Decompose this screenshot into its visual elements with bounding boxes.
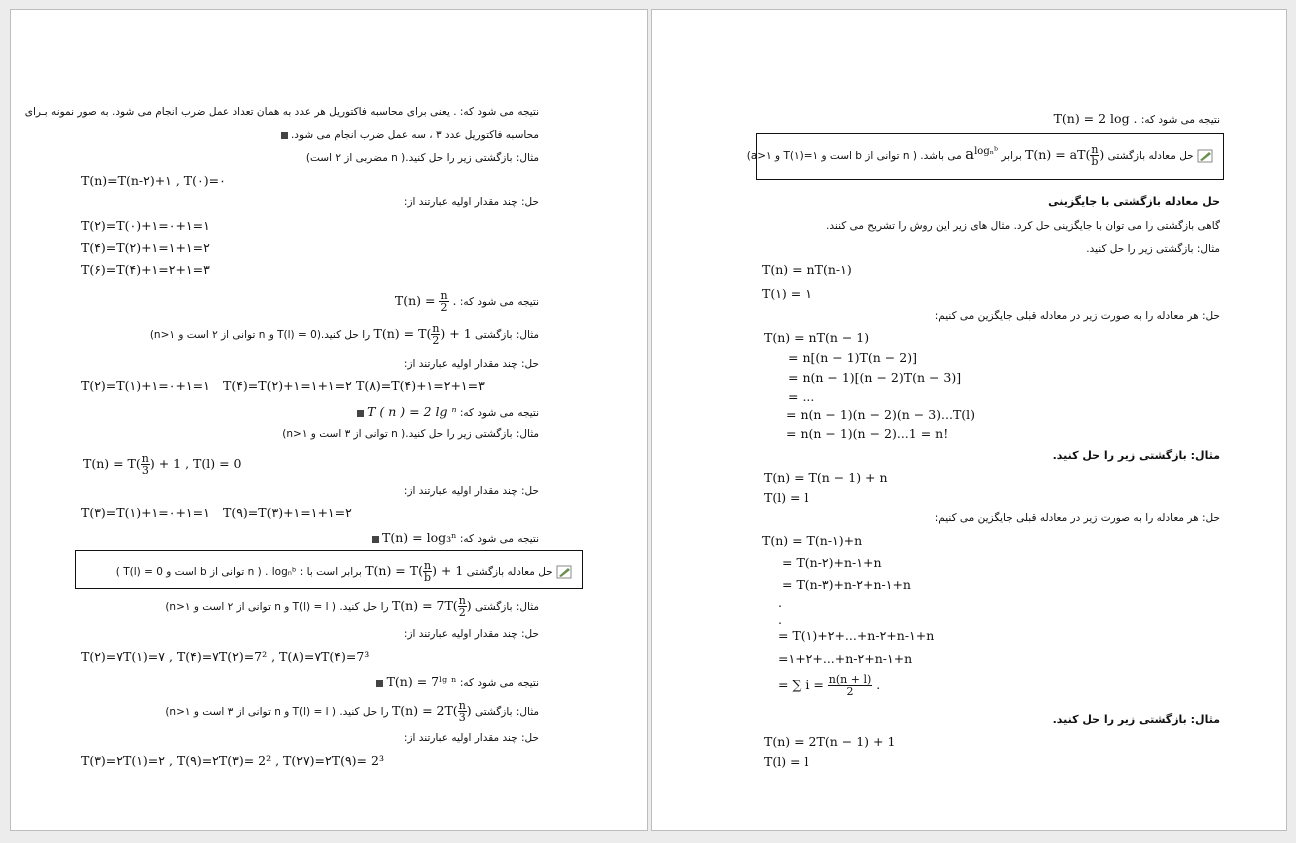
equation: T(n) = T(n − 1) + n	[764, 470, 888, 485]
text-line: مثال: بازگشتی زیر را حل کنید.	[1086, 243, 1220, 255]
equation: T(۳)=T(۱)+۱=۰+۱=۱	[81, 505, 210, 520]
end-square-icon	[372, 536, 379, 543]
result-line: نتیجه می شود که: T(n) = $\frac{n}{2}$ .	[394, 289, 539, 314]
text-line: محاسبه فاکتوریل عدد ۳ ، سه عمل ضرب انجام می شود.	[281, 129, 539, 141]
equation: T(n)=T(n-۲)+۱ , T(۰)=۰	[81, 173, 226, 188]
end-square-icon	[281, 132, 288, 139]
equation: =۱+۲+...+n-۲+n-۱+n	[778, 651, 913, 666]
equation: T(۲)=T(۱)+۱=۰+۱=۱	[81, 378, 210, 393]
equation: T(l) = l	[764, 490, 809, 505]
equation: T(l) = l	[764, 754, 809, 769]
equation: T(۴)=T(۲)+۱=۱+۱=۲	[81, 240, 210, 255]
equation: T(n) = T( $\frac{n}{3}$ ) + 1 , T(l) = 0	[83, 452, 242, 477]
equation: T(n) = nT(n − 1)	[764, 330, 870, 345]
text-line: حل: چند مقدار اولیه عبارتند از:	[403, 732, 539, 744]
example-line: مثال: بازگشتی T(n) = T( $\frac{n}{2}$ ) + 1 را حل کنید.(T(l) = 0 و n توانی از ۲ است و n>۱)	[149, 322, 539, 347]
text-line: مثال: بازگشتی زیر را حل کنید.( n توانی از ۳ است و n>۱)	[282, 428, 539, 440]
text-line: گاهی بازگشتی را می توان با جایگزینی حل کرد. مثال های زیر این روش را تشریح می کنند.	[826, 220, 1220, 232]
text-line: حل: چند مقدار اولیه عبارتند از:	[403, 485, 539, 497]
text-line: نتیجه می شود که: . یعنی برای محاسبه فاکتوریل هر عدد به همان تعداد عمل ضرب انجام می شود. به صور نمونه بـرای	[24, 106, 539, 118]
equation: T(n) = T(n-۱)+n	[762, 533, 863, 548]
result-line: نتیجه می شود که: T(n) = log₃ⁿ	[372, 530, 539, 545]
equation: T(۴)=T(۲)+۱=۱+۱=۲	[223, 378, 352, 393]
equation: = n(n − 1)[(n − 2)T(n − 3)]	[788, 370, 962, 385]
text-line: حل: چند مقدار اولیه عبارتند از:	[403, 628, 539, 640]
text-line: حل: هر معادله را به صورت زیر در معادله قبلی جایگزین می کنیم:	[934, 310, 1220, 322]
equation: = ...	[788, 389, 815, 404]
left-page	[10, 9, 648, 831]
end-square-icon	[357, 410, 364, 417]
end-square-icon	[376, 680, 383, 687]
text-line: حل: چند مقدار اولیه عبارتند از:	[403, 358, 539, 370]
equation: T(۳)=۲T(۱)=۲ , T(۹)=۲T(۳)= 2² , T(۲۷)=۲T(۹)= 2³	[81, 753, 384, 768]
theorem-box: حل معادله بازگشتی T(n) = T( $\frac{n}{b}$ ) + 1 برابر است با : logₙᵇ . ( n توانی از b است و T(l) = 0 )	[75, 550, 583, 589]
equation: = T(n-۳)+n-۲+n-۱+n	[782, 577, 911, 592]
example-line: مثال: بازگشتی T(n) = 7T( $\frac{n}{2}$ ) را حل کنید. ( T(l) = l و n توانی از ۲ است و n>۱)	[165, 594, 539, 619]
result-line: نتیجه می شود که: T(n) = 2 log .	[1053, 111, 1220, 126]
result-line: نتیجه می شود که: T(n) = 7ˡᵍ ⁿ	[376, 674, 539, 689]
equation: T(n) = 2T(n − 1) + 1	[764, 734, 896, 749]
equation: T(۶)=T(۴)+۱=۲+۱=۳	[81, 262, 210, 277]
equation: T(n) = nT(n-۱)	[762, 262, 852, 277]
section-heading: مثال: بازگشتی زیر را حل کنید.	[1052, 713, 1220, 726]
equation: = n[(n − 1)T(n − 2)]	[788, 350, 917, 365]
equation: T(۲)=T(۰)+۱=۰+۱=۱	[81, 218, 210, 233]
equation: T(۲)=۷T(۱)=۷ , T(۴)=۷T(۲)=7² , T(۸)=۷T(۴)=7³	[81, 649, 370, 664]
equation: = T(n-۲)+n-۱+n	[782, 555, 882, 570]
theorem-box: حل معادله بازگشتی T(n) = aT( $\frac{n}{b}$ ) برابر $a^{log_nᵇ}$ می باشد. ( n توانی از b است و T(۱)=۱ و a>۱)	[756, 133, 1224, 180]
section-heading: مثال: بازگشتی زیر را حل کنید.	[1052, 449, 1220, 462]
pencil-icon	[1197, 149, 1213, 163]
example-line: مثال: بازگشتی T(n) = 2T( $\frac{n}{3}$ ) را حل کنید. ( T(l) = l و n توانی از ۳ است و n>۱)	[165, 699, 539, 724]
section-heading: حل معادله بازگشتی با جایگزینی	[1048, 195, 1220, 208]
equation: T(۸)=T(۴)+۱=۲+۱=۳	[356, 378, 485, 393]
equation: T(۹)=T(۳)+۱=۱+۱=۲	[223, 505, 352, 520]
equation: = T(۱)+۲+...+n-۲+n-۱+n	[778, 628, 935, 643]
result-line: نتیجه می شود که: T ( n ) = 2 lg ⁿ	[357, 404, 539, 419]
right-page	[651, 9, 1287, 831]
equation: = n(n − 1)(n − 2)(n − 3)...T(l)	[786, 407, 976, 422]
text-line: مثال: بازگشتی زیر را حل کنید.( n مضربی از ۲ است)	[305, 152, 539, 164]
text-line: حل: هر معادله را به صورت زیر در معادله قبلی جایگزین می کنیم:	[934, 512, 1220, 524]
equation: = ∑ i = $\frac{n(n + l)}{2}$ .	[778, 673, 881, 698]
equation: = n(n − 1)(n − 2)...1 = n!	[786, 426, 949, 441]
equation: T(۱) = ۱	[762, 286, 812, 301]
equation: .	[778, 612, 782, 627]
pencil-icon	[556, 565, 572, 579]
equation: .	[778, 595, 782, 610]
text-line: حل: چند مقدار اولیه عبارتند از:	[403, 196, 539, 208]
